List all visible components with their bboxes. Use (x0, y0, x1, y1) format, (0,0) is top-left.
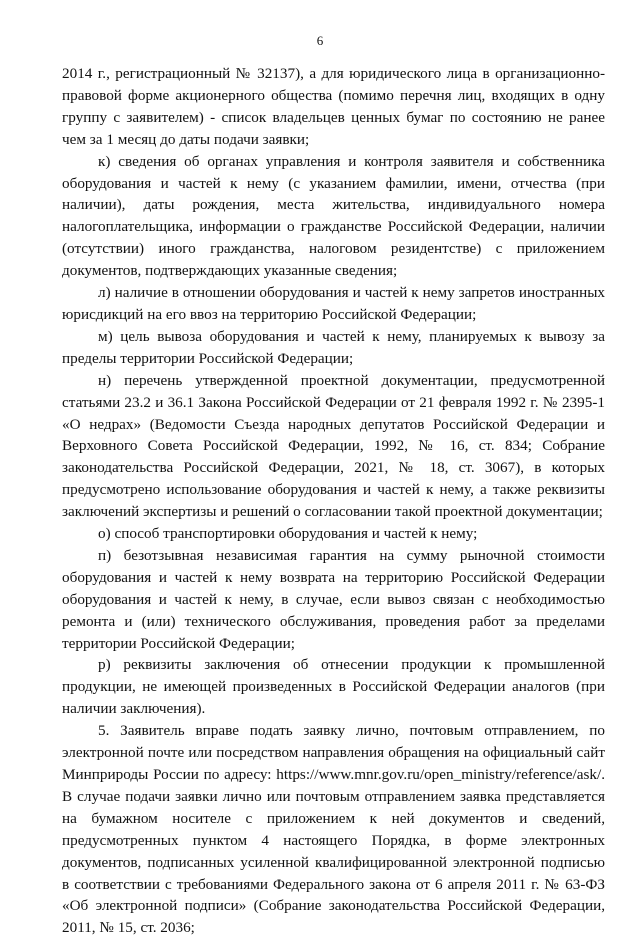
paragraph-continuation: 2014 г., регистрационный № 32137), а для юридического лица в организационно-правовой форме акционерного общества (помимо перечня лиц, входящих в одну группу с заявителем) - список владельцев ценных бумаг по состоянию не ранее чем за 1 месяц до даты подачи заявки; (62, 65, 605, 148)
paragraph-item-k: к) сведения об органах управления и контроля заявителя и собственника оборудования и частей к нему (с указанием фамилии, имени, отчества (при наличии), даты рождения, места жительства, индивидуального номера налогоплательщика, информации о гражданстве Российской Федерации, наличии (отсутствии) иного гражданства, налоговом резидентстве) с приложением документов, подтверждающих указанные сведения; (62, 152, 605, 280)
paragraph-item-p: п) безотзывная независимая гарантия на сумму рыночной стоимости оборудования и частей к нему возврата на территорию Российской Федерации оборудования и частей к нему, в случае, если вывоз связан с необходимостью ремонта и (или) технического обслуживания, проведения работ за пределами территории Российской Федерации; (62, 546, 605, 652)
paragraph-item-r: р) реквизиты заключения об отнесении продукции к промышленной продукции, не имеющей произведенных в Российской Федерации аналогов (при наличии заключения). (62, 656, 605, 718)
paragraph-item-o: о) способ транспортировки оборудования и частей к нему; (98, 525, 478, 543)
paragraph-item-n: н) перечень утвержденной проектной документации, предусмотренной статьями 23.2 и 36.1 Закона Российской Федерации от 21 февраля 1992 г. № 2395-1 «О недрах» (Ведомости Съезда народных депутатов Российской Федерации и Верховного Совета Российской Федерации, 1992, № 16, ст. 834; Собрание законодательства Российской Федерации, 2021, № 18, ст. 3067), в которых предусмотрено использование оборудования и частей к нему, а также реквизиты заключений экспертизы и решений о согласовании такой проектной документации; (62, 371, 605, 521)
page-number: 6 (316, 33, 324, 48)
paragraph-item-l: л) наличие в отношении оборудования и частей к нему запретов иностранных юрисдикций на его ввоз на территорию Российской Федерации; (62, 284, 605, 323)
paragraph-item-m: м) цель вывоза оборудования и частей к нему, планируемых к вывозу за пределы территории Российской Федерации; (62, 327, 605, 367)
document-body (62, 63, 605, 939)
paragraph-section-5: 5. Заявитель вправе подать заявку лично, почтовым отправлением, по электронной почте или посредством направления обращения на официальный сайт Минприроды России по адресу: https://www.mnr.gov.ru/open_ministry/reference/ask/. В случае подачи заявки лично или почтовым отправлением заявка представляется на бумажном носителе с приложением к ней документов и сведений, предусмотренных пунктом 4 настоящего Порядка, в форме электронных документов, подписанных усиленной квалифицированной электронной подписью в соответствии с требованиями Федерального закона от 6 апреля 2011 г. № 63-ФЗ «Об электронной подписи» (Собрание законодательства Российской Федерации, 2011, № 15, ст. 2036; (62, 722, 605, 937)
